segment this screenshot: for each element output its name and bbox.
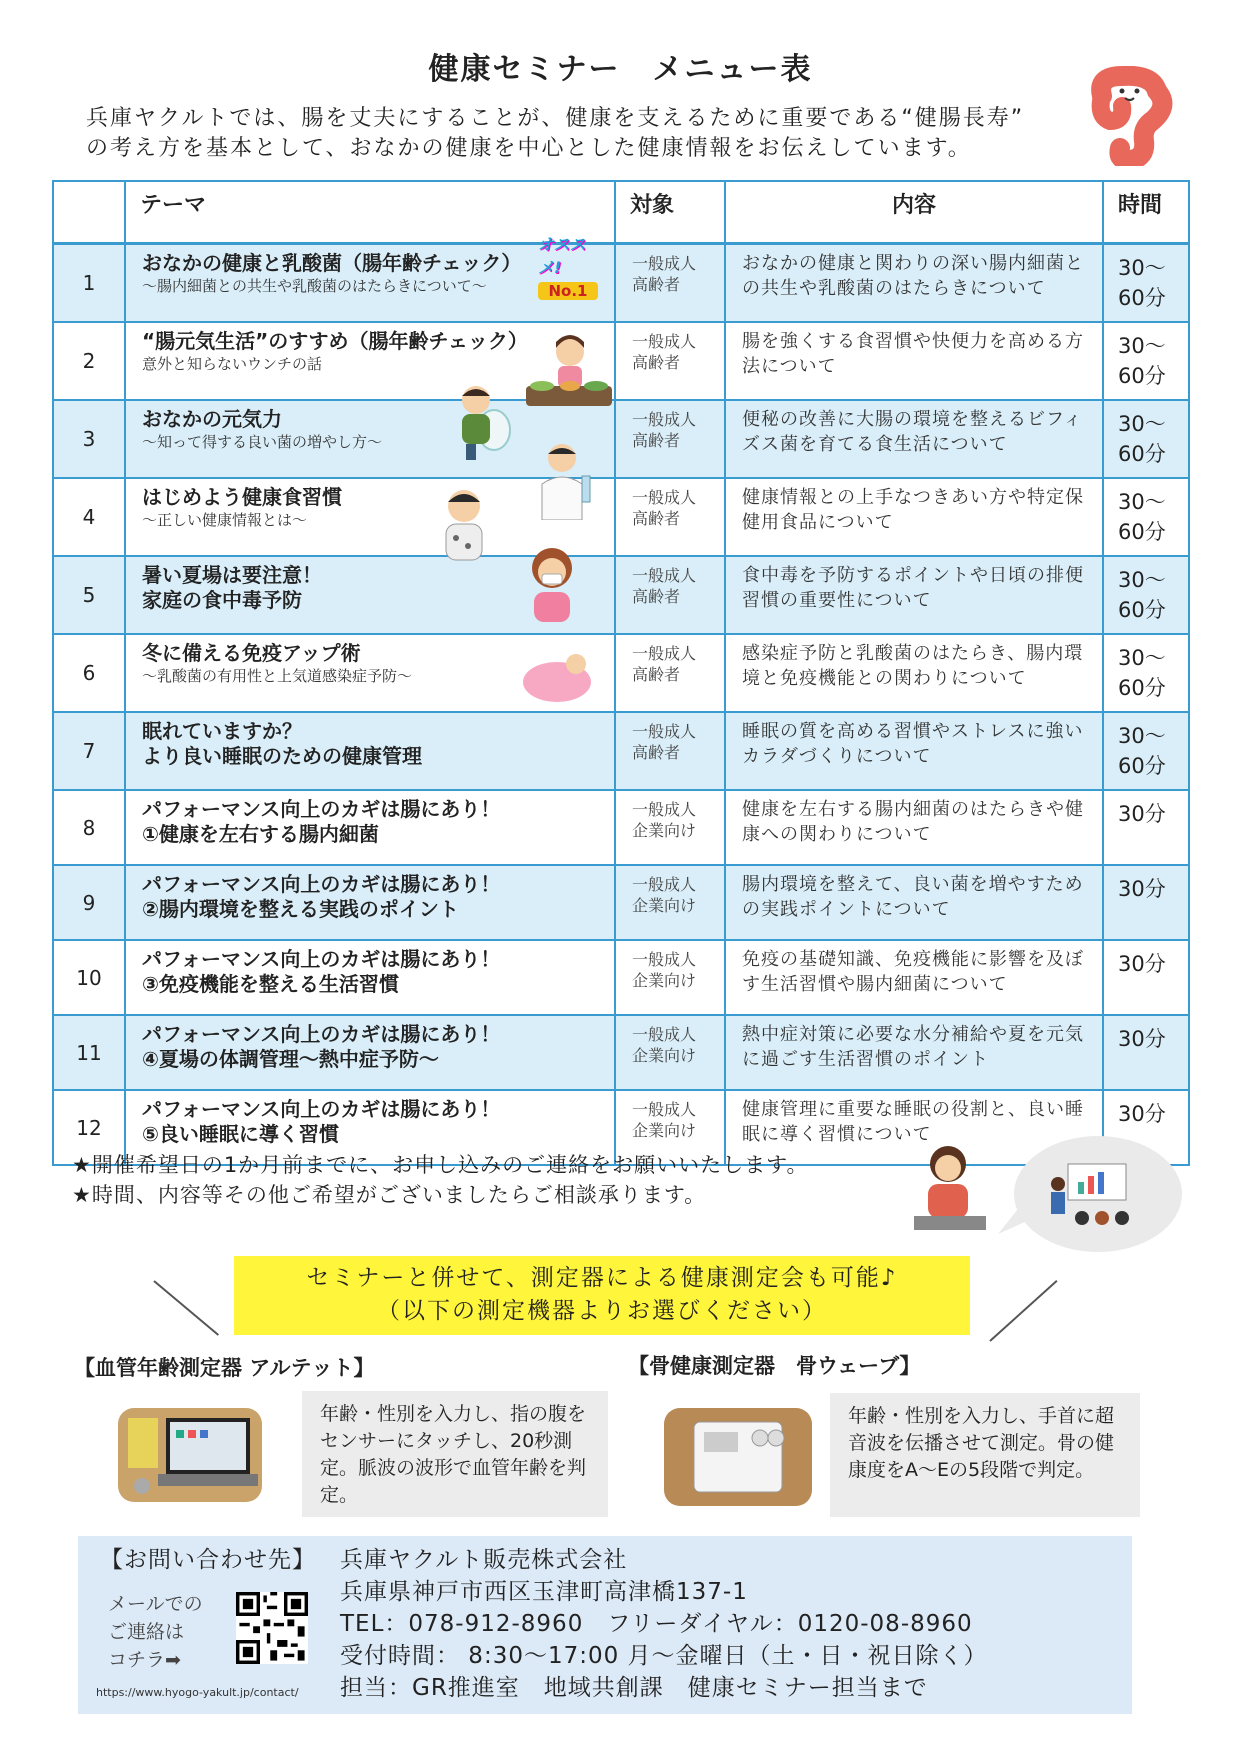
mail-line-1: メールでの bbox=[108, 1593, 203, 1615]
row-time: 30分 bbox=[1103, 790, 1189, 865]
theme-subtitle: ～知って得する良い菌の増やし方～ bbox=[142, 433, 383, 451]
row-target: 一般成人 高齢者 bbox=[615, 478, 725, 556]
table-row bbox=[53, 790, 1189, 865]
contact-person: 担当：GR推進室 地域共創課 健康セミナー担当まで bbox=[340, 1675, 928, 1701]
theme-title: パフォーマンス向上のカギは腸にあり！ ⑤良い睡眠に導く習慣 bbox=[142, 1097, 501, 1146]
header-time: 時間 bbox=[1103, 181, 1189, 244]
row-content: 健康情報との上手なつきあい方や特定保健用食品について bbox=[725, 478, 1103, 556]
row-content: 腸を強くする食習慣や快便力を高める方法について bbox=[725, 322, 1103, 400]
row-theme bbox=[125, 865, 615, 940]
row-number: 12 bbox=[53, 1090, 125, 1165]
table-row bbox=[53, 556, 1189, 634]
row-theme bbox=[125, 1015, 615, 1090]
table-row bbox=[53, 478, 1189, 556]
intro-line-1: 兵庫ヤクルトでは、腸を丈夫にすることが、健康を支えるために重要である“健腸長寿” bbox=[86, 106, 1025, 131]
theme-title: パフォーマンス向上のカギは腸にあり！ ④夏場の体調管理～熱中症予防～ bbox=[142, 1022, 501, 1071]
contact-company: 兵庫ヤクルト販売株式会社 bbox=[340, 1547, 628, 1573]
row-content: 腸内環境を整えて、良い菌を増やすための実践ポイントについて bbox=[725, 865, 1103, 940]
banner-line-2: （以下の測定機器よりお選びください） bbox=[377, 1298, 827, 1324]
row-content: 免疫の基礎知識、免疫機能に影響を及ぼす生活習慣や腸内細菌について bbox=[725, 940, 1103, 1015]
row-content: 睡眠の質を高める習慣やストレスに強いカラダづくりについて bbox=[725, 712, 1103, 790]
row-content: 熱中症対策に必要な水分補給や夏を元気に過ごす生活習慣のポイント bbox=[725, 1015, 1103, 1090]
sick-child-illustration-icon bbox=[436, 486, 494, 568]
row-time: 30～ 60分 bbox=[1103, 712, 1189, 790]
theme-subtitle: 意外と知らないウンチの話 bbox=[142, 355, 323, 373]
row-target: 一般成人 高齢者 bbox=[615, 400, 725, 478]
row-theme bbox=[125, 940, 615, 1015]
header-theme: テーマ bbox=[125, 181, 615, 244]
row-time: 30～ 60分 bbox=[1103, 556, 1189, 634]
row-content: 感染症予防と乳酸菌のはたらき、腸内環境と免疫機能との関わりについて bbox=[725, 634, 1103, 712]
boy-toilet-illustration-icon bbox=[452, 382, 512, 464]
table-row bbox=[53, 940, 1189, 1015]
row-content: 健康管理に重要な睡眠の役割と、良い睡眠に導く習慣について bbox=[725, 1090, 1103, 1165]
row-content: 健康を左右する腸内細菌のはたらきや健康への関わりについて bbox=[725, 790, 1103, 865]
vascular-device-photo bbox=[118, 1408, 262, 1502]
theme-title: パフォーマンス向上のカギは腸にあり！ ③免疫機能を整える生活習慣 bbox=[142, 947, 501, 996]
contact-section bbox=[78, 1536, 1132, 1714]
table-row bbox=[53, 244, 1189, 323]
table-row bbox=[53, 1015, 1189, 1090]
row-content: おなかの健康と関わりの深い腸内細菌との共生や乳酸菌のはたらきについて bbox=[725, 244, 1103, 323]
recommend-badge bbox=[538, 232, 606, 300]
table-row bbox=[53, 712, 1189, 790]
row-number: 11 bbox=[53, 1015, 125, 1090]
measurement-banner bbox=[234, 1256, 970, 1335]
row-time: 30～ 60分 bbox=[1103, 244, 1189, 323]
divider-line-right bbox=[989, 1280, 1057, 1342]
row-time: 30～ 60分 bbox=[1103, 400, 1189, 478]
seminar-menu-table bbox=[52, 180, 1190, 1166]
device-title-bone: 【骨健康測定器 骨ウェーブ】 bbox=[628, 1354, 921, 1378]
notes bbox=[72, 1150, 809, 1210]
note-2: ★時間、内容等その他ご希望がございましたらご相談承ります。 bbox=[72, 1183, 707, 1207]
header-content: 内容 bbox=[725, 181, 1103, 244]
contact-label: 【お問い合わせ先】 bbox=[100, 1547, 316, 1573]
intestine-mascot-icon bbox=[1082, 66, 1174, 166]
theme-title: おなかの元気力 bbox=[142, 407, 282, 431]
theme-subtitle: ～乳酸菌の有用性と上気道感染症予防～ bbox=[142, 667, 413, 685]
doctor-illustration-icon bbox=[532, 440, 600, 520]
mail-prompt bbox=[108, 1590, 203, 1674]
row-target: 一般成人 高齢者 bbox=[615, 244, 725, 323]
row-number: 4 bbox=[53, 478, 125, 556]
theme-subtitle: ～正しい健康情報とは～ bbox=[142, 511, 308, 529]
row-number: 5 bbox=[53, 556, 125, 634]
row-theme bbox=[125, 790, 615, 865]
intro-line-2: の考え方を基本として、おなかの健康を中心とした健康情報をお伝えしています。 bbox=[86, 136, 972, 161]
divider-line-left bbox=[153, 1280, 219, 1336]
device-title-vascular: 【血管年齢測定器 アルテット】 bbox=[74, 1356, 375, 1380]
operator-illustration-icon bbox=[904, 1140, 996, 1232]
row-number: 8 bbox=[53, 790, 125, 865]
row-number: 9 bbox=[53, 865, 125, 940]
theme-title: 冬に備える免疫アップ術 bbox=[142, 641, 361, 665]
theme-title: おなかの健康と乳酸菌（腸年齢チェック） bbox=[142, 251, 522, 275]
theme-title: “腸元気生活”のすすめ（腸年齢チェック） bbox=[142, 329, 528, 353]
row-number: 6 bbox=[53, 634, 125, 712]
row-time: 30分 bbox=[1103, 1090, 1189, 1165]
row-time: 30～ 60分 bbox=[1103, 634, 1189, 712]
page-title: 健康セミナー メニュー表 bbox=[428, 52, 813, 87]
note-1: ★開催希望日の1か月前までに、お申し込みのご連絡をお願いいたします。 bbox=[72, 1153, 809, 1177]
row-time: 30分 bbox=[1103, 1015, 1189, 1090]
contact-address: 兵庫県神戸市西区玉津町高津橋137-1 bbox=[340, 1579, 748, 1605]
sleeping-baby-illustration-icon bbox=[520, 648, 594, 704]
vascular-device-description: 年齢・性別を入力し、指の腹をセンサーにタッチし、20秒測定。脈波の波形で血管年齢を判定。 bbox=[302, 1391, 608, 1517]
row-target: 一般成人 高齢者 bbox=[615, 556, 725, 634]
bone-device-photo bbox=[664, 1408, 812, 1506]
row-time: 30分 bbox=[1103, 940, 1189, 1015]
mail-line-2: ご連絡は bbox=[108, 1621, 185, 1643]
mail-line-3: コチラ➡ bbox=[108, 1649, 181, 1671]
row-time: 30～ 60分 bbox=[1103, 478, 1189, 556]
family-meal-illustration-icon bbox=[522, 330, 614, 414]
table-row bbox=[53, 865, 1189, 940]
theme-title: パフォーマンス向上のカギは腸にあり！ ②腸内環境を整える実践のポイント bbox=[142, 872, 501, 921]
row-target: 一般成人 企業向け bbox=[615, 940, 725, 1015]
row-target: 一般成人 高齢者 bbox=[615, 634, 725, 712]
recommend-badge-text: オススメ! bbox=[538, 235, 586, 277]
row-target: 一般成人 企業向け bbox=[615, 865, 725, 940]
contact-url[interactable]: https://www.hyogo-yakult.jp/contact/ bbox=[96, 1686, 299, 1699]
row-time: 30～ 60分 bbox=[1103, 322, 1189, 400]
intro-text bbox=[86, 104, 1066, 164]
row-content: 食中毒を予防するポイントや日頃の排便習慣の重要性について bbox=[725, 556, 1103, 634]
header-num bbox=[53, 181, 125, 244]
row-number: 3 bbox=[53, 400, 125, 478]
row-number: 1 bbox=[53, 244, 125, 323]
table-row bbox=[53, 400, 1189, 478]
banner-line-1: セミナーと併せて、測定器による健康測定会も可能♪ bbox=[306, 1265, 898, 1291]
contact-hours: 受付時間： 8:30～17:00 月～金曜日（土・日・祝日除く） bbox=[340, 1643, 988, 1669]
table-row bbox=[53, 634, 1189, 712]
contact-tel: TEL：078-912-8960 フリーダイヤル：0120-08-8960 bbox=[340, 1611, 973, 1637]
row-theme bbox=[125, 712, 615, 790]
row-target: 一般成人 企業向け bbox=[615, 1015, 725, 1090]
table-row bbox=[53, 322, 1189, 400]
mask-woman-illustration-icon bbox=[520, 542, 584, 626]
row-target: 一般成人 高齢者 bbox=[615, 712, 725, 790]
row-target: 一般成人 高齢者 bbox=[615, 322, 725, 400]
presentation-bubble-illustration-icon bbox=[998, 1134, 1184, 1258]
theme-subtitle: ～腸内細菌との共生や乳酸菌のはたらきについて～ bbox=[142, 277, 487, 295]
row-content: 便秘の改善に大腸の環境を整えるビフィズス菌を育てる食生活について bbox=[725, 400, 1103, 478]
row-target: 一般成人 企業向け bbox=[615, 1090, 725, 1165]
qr-code-icon[interactable] bbox=[236, 1592, 308, 1664]
row-number: 2 bbox=[53, 322, 125, 400]
row-time: 30分 bbox=[1103, 865, 1189, 940]
row-number: 7 bbox=[53, 712, 125, 790]
row-target: 一般成人 企業向け bbox=[615, 790, 725, 865]
bone-device-description: 年齢・性別を入力し、手首に超音波を伝播させて測定。骨の健康度をA～Eの5段階で判定。 bbox=[830, 1393, 1140, 1517]
theme-title: はじめよう健康食習慣 bbox=[142, 485, 342, 509]
theme-title: パフォーマンス向上のカギは腸にあり！ ①健康を左右する腸内細菌 bbox=[142, 797, 501, 846]
no1-badge: No.1 bbox=[538, 282, 598, 300]
row-number: 10 bbox=[53, 940, 125, 1015]
table-header-row bbox=[53, 181, 1189, 244]
theme-title: 眠れていますか？ より良い睡眠のための健康管理 bbox=[142, 719, 422, 768]
header-target: 対象 bbox=[615, 181, 725, 244]
theme-title: 暑い夏場は要注意！ 家庭の食中毒予防 bbox=[142, 563, 322, 612]
